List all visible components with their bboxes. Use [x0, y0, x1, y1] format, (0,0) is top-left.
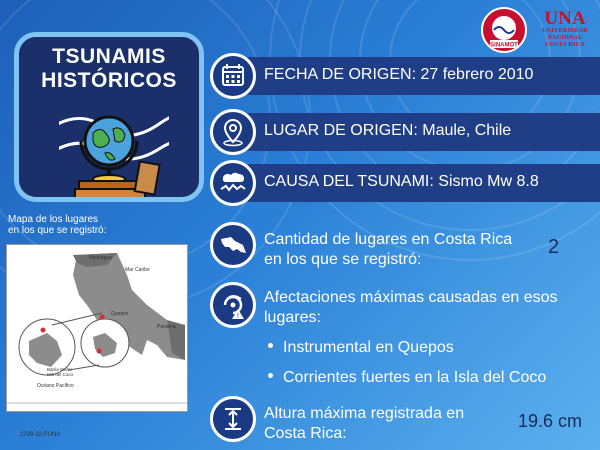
title-line-1: TSUNAMIS [52, 45, 166, 68]
map-image [6, 244, 188, 412]
cantidad-line-1: Cantidad de lugares en Costa Rica [264, 231, 513, 248]
fecha-text: FECHA DE ORIGEN: 27 febrero 2010 [264, 66, 534, 83]
sinamot-logo [480, 6, 528, 56]
una-title: UNA [544, 8, 586, 29]
title-line-2: HISTÓRICOS [41, 69, 177, 92]
afectaciones-line-2: lugares: [264, 309, 321, 326]
map-coco-label: Bahía Wafer [47, 367, 72, 372]
map-pacific-label: Océano Pacífico [37, 383, 74, 389]
height-arrow-icon [210, 396, 256, 442]
afectacion-item-text: Instrumental en Quepos [283, 339, 454, 356]
map-coco-label-2: Isla del Coco [47, 372, 74, 377]
svg-text:!: ! [237, 313, 239, 320]
afectaciones-line-1: Afectaciones máximas causadas en esos [264, 289, 558, 306]
altura-line-1: Altura máxima registrada en [264, 405, 465, 422]
code-label: 2709-22-FUNA [20, 432, 61, 438]
una-line-3: COSTA RICA [545, 42, 585, 48]
map-quepos-label: Quepos [111, 311, 129, 317]
map-nicaragua-label: Nicaragua [89, 255, 112, 261]
altura-line-2: Costa Rica: [264, 425, 347, 442]
costa-rica-map-icon [210, 222, 256, 268]
map-caribbean-label: Mar Caribe [125, 267, 150, 273]
una-logo [534, 10, 596, 49]
title-card [14, 32, 204, 202]
globe-books-icon [59, 99, 169, 201]
fecha-bar [232, 57, 600, 95]
cantidad-text [264, 230, 512, 270]
location-pin-icon [210, 109, 256, 155]
afectacion-item-text: Corrientes fuertes en la Isla del Coco [283, 369, 547, 386]
hurricane-warning-icon [210, 282, 256, 328]
altura-value: 19.6 cm [518, 411, 583, 431]
map-panama-label: Panamá [157, 324, 176, 330]
causa-text: CAUSA DEL TSUNAMI: Sismo Mw 8.8 [264, 173, 539, 190]
map-label [8, 214, 106, 236]
altura-text [264, 404, 464, 444]
afectacion-item [268, 369, 546, 387]
bullet-icon [268, 373, 273, 378]
cantidad-value: 2 [548, 236, 560, 258]
una-line-2: NACIONAL [547, 35, 583, 41]
calendar-icon [210, 53, 256, 99]
earthquake-icon [210, 160, 256, 206]
lugar-text: LUGAR DE ORIGEN: Maule, Chile [264, 122, 512, 139]
afectacion-item [268, 339, 454, 357]
map-label-line-2: en los que se registró: [8, 225, 107, 236]
causa-bar [232, 164, 600, 202]
lugar-bar [232, 113, 600, 151]
map-label-line-1: Mapa de los lugares [8, 214, 99, 225]
cantidad-line-2: en los que se registró: [264, 251, 422, 268]
sinamot-text: SINAMOT [490, 42, 518, 49]
afectaciones-text [264, 288, 557, 328]
una-line-1: UNIVERSIDAD [542, 28, 588, 34]
bullet-icon [268, 343, 273, 348]
